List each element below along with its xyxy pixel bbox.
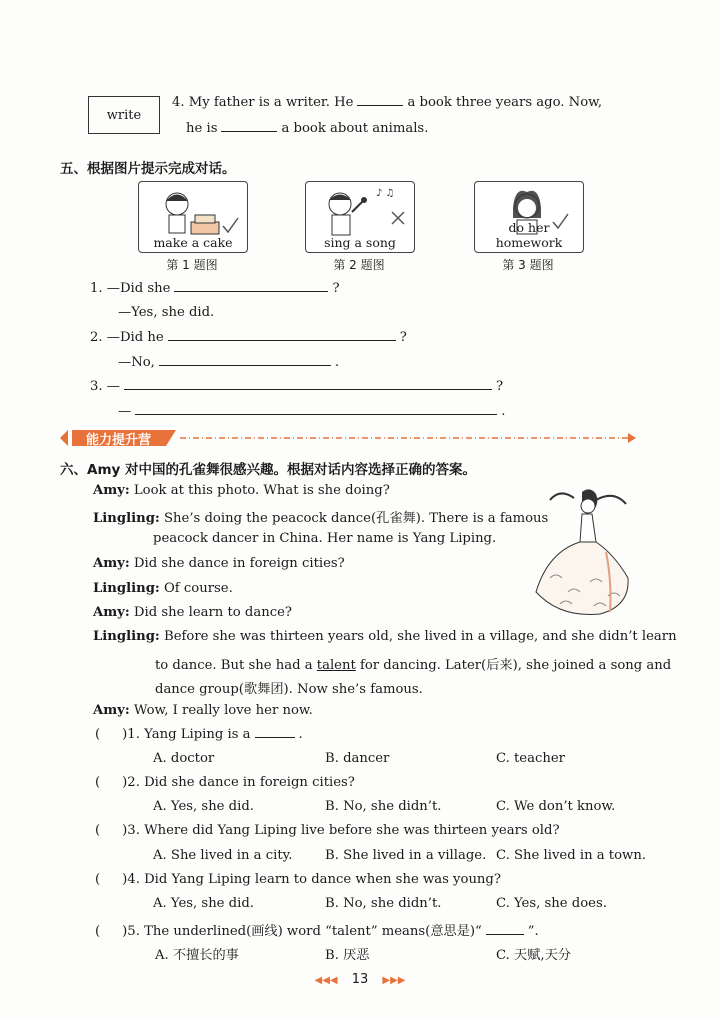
dialogue-line-2 [93,507,548,526]
answer-paren[interactable]: ( [95,727,101,742]
dialogue-line-8 [155,654,671,673]
ability-banner [58,428,638,448]
word-box [88,96,160,134]
s5-q1-line-a [90,281,340,296]
q4-option-b[interactable]: B. No, she didn’t. [325,896,442,911]
banner-label: 能力提升营 [86,433,152,448]
q4-line2-text-b: a book about animals. [281,121,429,136]
dialogue-text-a: to dance. But she had a [155,658,313,673]
s5-q2-blank-a[interactable] [168,339,396,341]
s5-q1-text-a: 1. —Did she [90,281,171,296]
q4-line1-text-a: 4. My father is a writer. He [172,95,354,110]
dialogue-line-6 [93,605,292,620]
speaker-amy: Amy: [93,703,130,718]
q5-option-b[interactable]: B. 厌恶 [325,948,370,963]
q5-option-a[interactable]: A. 不擅长的事 [155,948,239,963]
picture-2 [305,181,415,253]
section5-title: 五、根据图片提示完成对话。 [60,161,236,177]
s5-q2-blank-b[interactable] [159,364,331,366]
s5-q2-end-a: ? [399,330,407,345]
speaker-amy: Amy: [93,556,130,571]
s5-q3-text-b: — [118,404,132,419]
question-stem-end: . [298,727,303,742]
picture-2-caption: 第 2 题图 [333,258,385,272]
picture-1 [138,181,248,253]
picture-3-label: do her homework [495,220,563,250]
question-5 [95,920,539,939]
speaker-amy: Amy: [93,605,130,620]
question-stem: )3. Where did Yang Liping live before she was thirteen years old? [122,823,560,838]
left-arrows-icon: ◀◀◀ [314,975,338,986]
q4-option-a[interactable]: A. Yes, she did. [153,896,254,911]
q3-option-b[interactable]: B. She lived in a village. [325,848,487,863]
question-2 [95,775,355,790]
section6-title: 六、Amy 对中国的孔雀舞很感兴趣。根据对话内容选择正确的答案。 [60,462,477,478]
s5-q2-line-a [90,330,407,345]
s5-q3-end-b: . [501,404,506,419]
dialogue-line-7 [93,629,677,644]
s5-q2-text-a: 2. —Did he [90,330,164,345]
q2-option-c[interactable]: C. We don’t know. [496,799,616,814]
q3-option-c[interactable]: C. She lived in a town. [496,848,647,863]
s5-q2-line-b [118,355,339,370]
s5-q1-line-b: —Yes, she did. [118,305,215,320]
s5-q1-blank[interactable] [174,290,328,292]
dialogue-text: Before she was thirteen years old, she lived in a village, and she didn’t learn [164,629,677,644]
dialogue-text: Did she learn to dance? [133,605,292,620]
s5-q2-end-b: . [334,355,340,370]
question-stem: )5. The underlined(画线) word “talent” means(意思是)“ [122,924,482,939]
picture-3 [474,181,584,253]
s5-q2-text-b: —No, [118,355,155,370]
page-number: 13 [351,972,369,987]
dialogue-text: Did she dance in foreign cities? [133,556,345,571]
picture-1-label: make a cake [153,235,233,250]
picture-1-caption: 第 1 题图 [166,258,218,272]
question-1 [95,727,303,742]
speaker-lingling: Lingling: [93,581,160,596]
q1-option-a[interactable]: A. doctor [153,751,215,766]
q1-option-c[interactable]: C. teacher [496,751,565,766]
s5-q3-line-b [118,404,505,419]
s5-q3-end-a: ? [495,379,504,394]
question-3 [95,823,560,838]
question-stem: )2. Did she dance in foreign cities? [122,775,355,790]
answer-paren[interactable]: ( [95,775,101,790]
q4-blank-1[interactable] [357,104,403,106]
picture-2-label: sing a song [324,235,396,250]
q3-option-a[interactable]: A. She lived in a city. [153,848,293,863]
speaker-lingling: Lingling: [93,629,160,644]
dialogue-text: Wow, I really love her now. [133,703,313,718]
q4-option-c[interactable]: C. Yes, she does. [496,896,607,911]
svg-text:♪ ♫: ♪ ♫ [376,188,395,199]
answer-paren[interactable]: ( [95,872,101,887]
q4-line1 [172,95,602,110]
q4-line2-text-a: he is [186,121,218,136]
q5-option-c[interactable]: C. 天赋,天分 [496,948,571,963]
s5-q3-text-a: 3. — [90,379,120,394]
s5-q3-line-a [90,379,503,394]
question-stem: )1. Yang Liping is a [122,727,251,742]
q1-option-b[interactable]: B. dancer [325,751,390,766]
dialogue-line-1 [93,483,390,498]
peacock-dancer-illustration [530,482,634,620]
s5-q3-blank-b[interactable] [135,413,497,415]
q4-blank-2[interactable] [221,130,277,132]
dialogue-line-5 [93,581,233,596]
underlined-word-talent: talent [316,658,356,673]
q2-option-b[interactable]: B. No, she didn’t. [325,799,442,814]
speaker-lingling: Lingling: [93,511,160,526]
dialogue-text: Look at this photo. What is she doing? [133,483,390,498]
question-blank[interactable] [486,933,524,935]
s5-q3-blank-a[interactable] [124,388,492,390]
dialogue-line-9: dance group(歌舞团). Now she’s famous. [155,682,423,697]
question-stem: )4. Did Yang Liping learn to dance when she was young? [122,872,501,887]
s5-q1-end: ? [332,281,340,296]
speaker-amy: Amy: [93,483,130,498]
q4-line2 [186,121,428,136]
right-arrows-icon: ▶▶▶ [382,975,406,986]
dialogue-line-4 [93,556,345,571]
answer-paren[interactable]: ( [95,823,101,838]
dialogue-text: Of course. [164,581,233,596]
picture-3-caption: 第 3 题图 [502,258,554,272]
q2-option-a[interactable]: A. Yes, she did. [153,799,254,814]
dialogue-text-b: for dancing. Later(后来), she joined a song and [359,658,672,673]
answer-paren[interactable]: ( [95,924,101,939]
dialogue-line-3: peacock dancer in China. Her name is Yang Liping. [153,531,497,546]
q4-line1-text-b: a book three years ago. Now, [407,95,603,110]
dialogue-line-10 [93,703,313,718]
question-blank[interactable] [255,736,295,738]
dialogue-text: She’s doing the peacock dance(孔雀舞). There is a famous [164,511,549,526]
word-box-text: write [106,107,142,123]
page-footer [296,972,424,987]
question-stem-end: ”. [527,924,539,939]
question-4 [95,872,501,887]
